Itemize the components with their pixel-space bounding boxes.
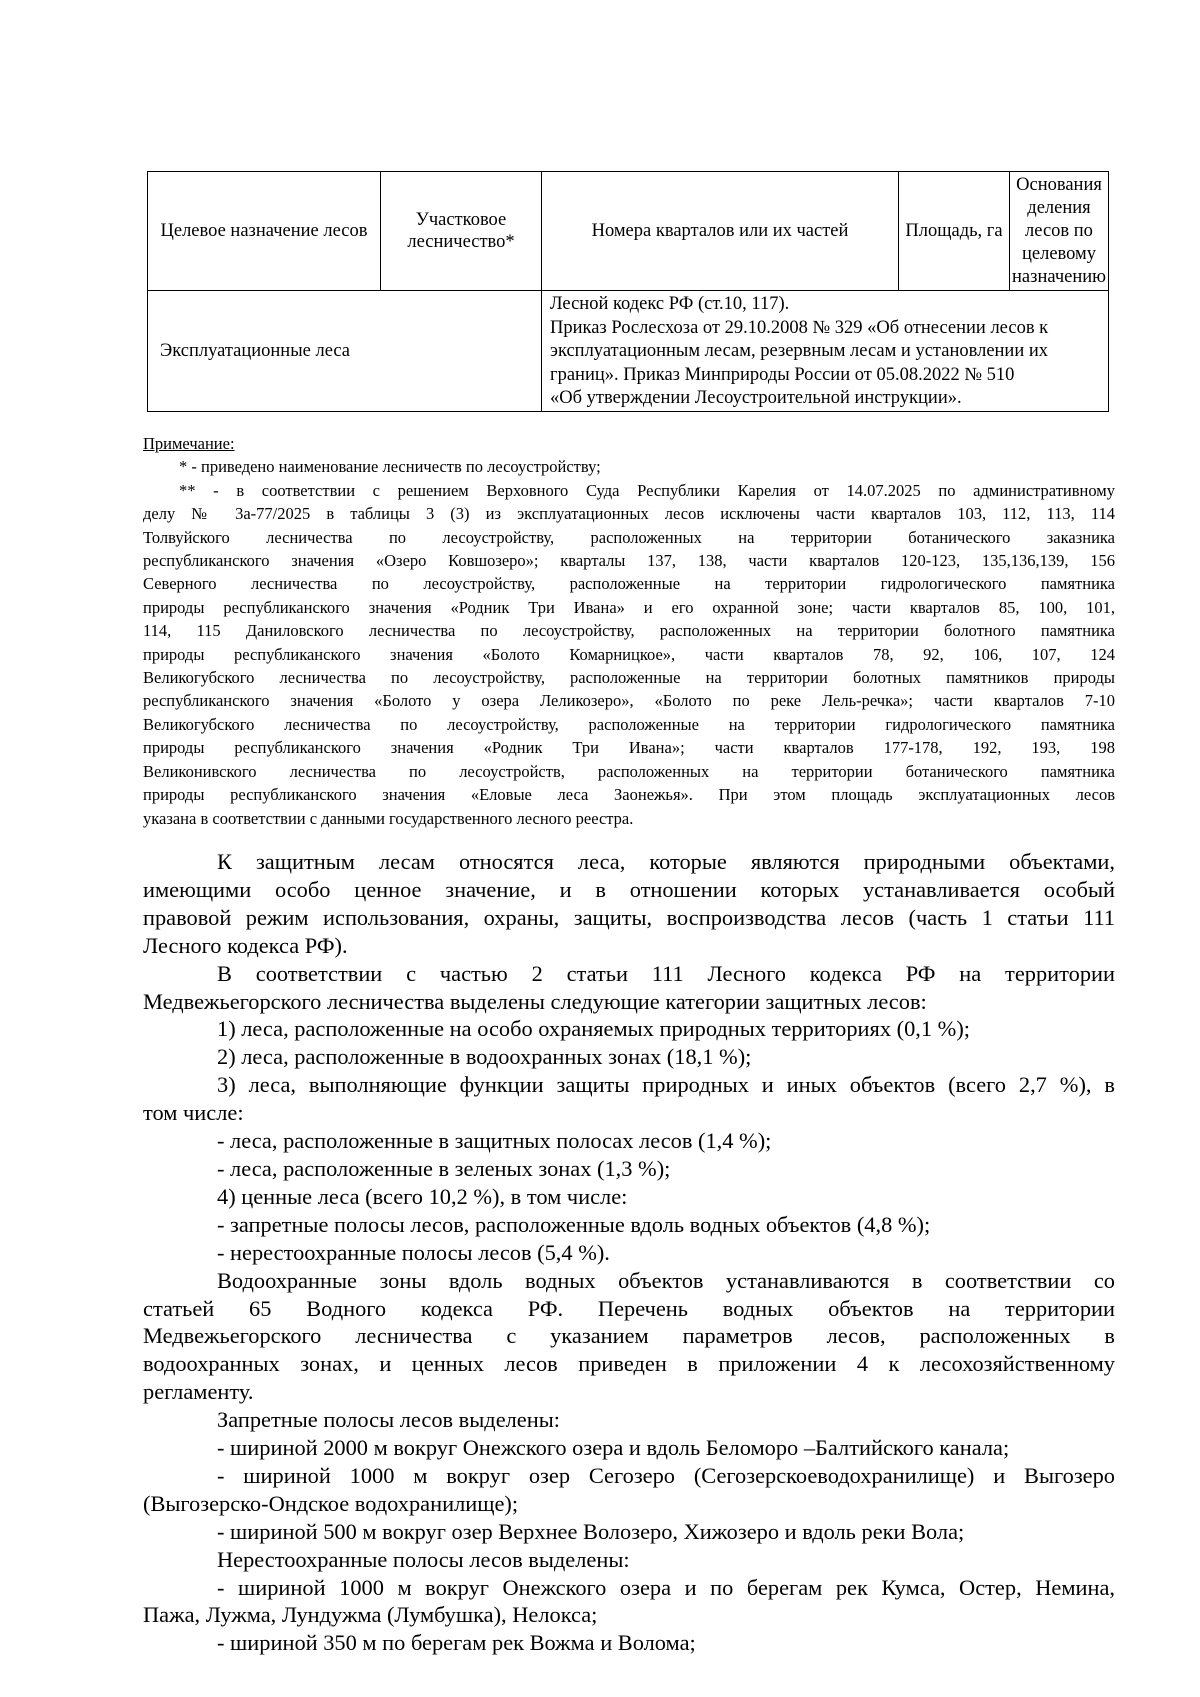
body-line: 3) леса, выполняющие функции защиты природных и иных объектов (всего 2,7 %), в [217,1072,1115,1098]
table-note [143,432,1115,830]
body-line: Пажа, Лужма, Лундужма (Лумбушка), Нелокса; [143,1602,598,1628]
body-line: имеющими особо ценное значение, и в отношении которых устанавливается особый [143,876,1115,902]
note-line: республиканского значения «Болото у озера Леликозеро», «Болото по реке Лель-речка»; части кварталов 7-10 [143,691,1115,711]
body-line: регламенту. [143,1379,254,1405]
body-line: К защитным лесам относятся леса, которые являются природными объектами, [217,849,1115,874]
note-line: 114, 115 Даниловского лесничества по лесоустройству, расположенных на территории болотного памятника [143,621,1115,641]
body-line: статьей 65 Водного кодекса РФ. Перечень водных объектов на территории [143,1295,1115,1321]
note-line: Великонивского лесничества по лесоустройств, расположенных на территории ботанического памятника [143,761,1115,781]
note-line: Великогубского лесничества по лесоустройству, расположенные на территории гидрологического памятника [143,714,1115,734]
body-line: В соответствии с частью 2 статьи 111 Лесного кодекса РФ на территории [217,960,1115,986]
note-star1: * - приведено наименование лесничеств по лесоустройству; [179,457,601,477]
note-line: природы республиканского значения «Родник Три Ивана» и его охранной зоне; части кварталов 85, 100, 101, [143,597,1115,617]
body-line: том числе: [143,1100,244,1126]
note-line: указана в соответствии с данными государственного лесного реестра. [143,808,634,828]
body-line: Запретные полосы лесов выделены: [217,1407,560,1433]
note-line: Северного лесничества по лесоустройству, расположенные на территории гидрологического памятника [143,574,1115,594]
body-line: Водоохранные зоны вдоль водных объектов устанавливаются в соответствии со [217,1267,1115,1293]
body-line: Медвежьегорского лесничества с указанием параметров лесов, расположенных в [143,1323,1115,1349]
body-line: - шириной 2000 м вокруг Онежского озера и вдоль Беломоро –Балтийского канала; [217,1435,1010,1461]
header-quarters: Номера кварталов или их частей [542,172,899,291]
note-line: ** - в соответствии с решением Верховного Суда Республики Карелия от 14.07.2025 по административному [179,480,1115,500]
header-area: Площадь, га [899,172,1010,291]
cell-purpose: Эксплуатационные леса [148,291,542,412]
header-forestry: Участковое лесничество* [381,172,542,291]
cell-basis [542,291,1109,412]
body-line: - леса, расположенные в защитных полосах лесов (1,4 %); [217,1128,772,1154]
basis-line: границ». Приказ Минприроды России от 05.08.2022 № 510 [550,364,1015,385]
body-line: - леса, расположенные в зеленых зонах (1,3 %); [217,1155,671,1181]
note-line: природы республиканского значения «Еловые леса Заонежья». При этом площадь эксплуатационных лесов [143,785,1115,805]
note-title: Примечание: [143,434,235,453]
note-star2 [143,479,1115,830]
body-line: - шириной 1000 м вокруг Онежского озера и по берегам рек Кумса, Остер, Немина, [217,1574,1115,1600]
header-basis: Основания деления лесов по целевому назначению [1010,172,1109,291]
forest-purpose-table [147,171,1109,412]
body-line: Лесного кодекса РФ). [143,932,348,958]
body-line: - шириной 350 м по берегам рек Вожма и Волома; [217,1630,696,1656]
table-header-row [148,172,1109,291]
note-line: делу № 3а-77/2025 в таблицы 3 (3) из эксплуатационных лесов исключены части кварталов 103, 112, 113, 114 [143,504,1115,524]
table-row [148,291,1109,412]
body-line: водоохранных зонах, и ценных лесов приведен в приложении 4 к лесохозяйственному [143,1351,1115,1377]
note-line: республиканского значения «Озеро Ковшозеро»; кварталы 137, 138, части кварталов 120-123, 135,136,139, 156 [143,551,1115,571]
body-line: (Выгозерско-Ондское водохранилище); [143,1490,519,1516]
body-line: - запретные полосы лесов, расположенные вдоль водных объектов (4,8 %); [217,1211,931,1237]
body-text [143,848,1115,1657]
header-purpose: Целевое назначение лесов [148,172,381,291]
note-line: Великогубского лесничества по лесоустройству, расположенные на территории болотных памятников природы [143,668,1115,688]
body-line: правовой режим использования, охраны, защиты, воспроизводства лесов (часть 1 статьи 111 [143,904,1115,930]
body-line: - шириной 1000 м вокруг озер Сегозеро (Сегозерскоеводохранилище) и Выгозеро [217,1462,1115,1488]
body-line: Медвежьегорского лесничества выделены следующие категории защитных лесов: [143,988,927,1014]
body-line: Нерестоохранные полосы лесов выделены: [217,1546,630,1572]
basis-line: эксплуатационным лесам, резервным лесам и установлении их [550,341,1049,361]
note-line: Толвуйского лесничества по лесоустройству, расположенных на территории ботанического заказника [143,527,1115,547]
body-line: - нерестоохранные полосы лесов (5,4 %). [217,1239,610,1265]
body-line: 2) леса, расположенные в водоохранных зонах (18,1 %); [217,1044,752,1070]
body-line: - шириной 500 м вокруг озер Верхнее Волозеро, Хижозеро и вдоль реки Вола; [217,1518,965,1544]
note-line: природы республиканского значения «Болото Комарницкое», части кварталов 78, 92, 106, 107, 124 [143,644,1115,664]
basis-line: Приказ Рослесхоза от 29.10.2008 № 329 «Об отнесении лесов к [550,317,1049,338]
basis-line: «Об утверждении Лесоустроительной инструкции». [550,388,962,408]
note-line: природы республиканского значения «Родник Три Ивана»; части кварталов 177-178, 192, 193, 198 [143,738,1115,758]
basis-line: Лесной кодекс РФ (ст.10, 117). [550,294,790,314]
body-line: 1) леса, расположенные на особо охраняемых природных территориях (0,1 %); [217,1016,971,1042]
body-line: 4) ценные леса (всего 10,2 %), в том числе: [217,1183,628,1209]
